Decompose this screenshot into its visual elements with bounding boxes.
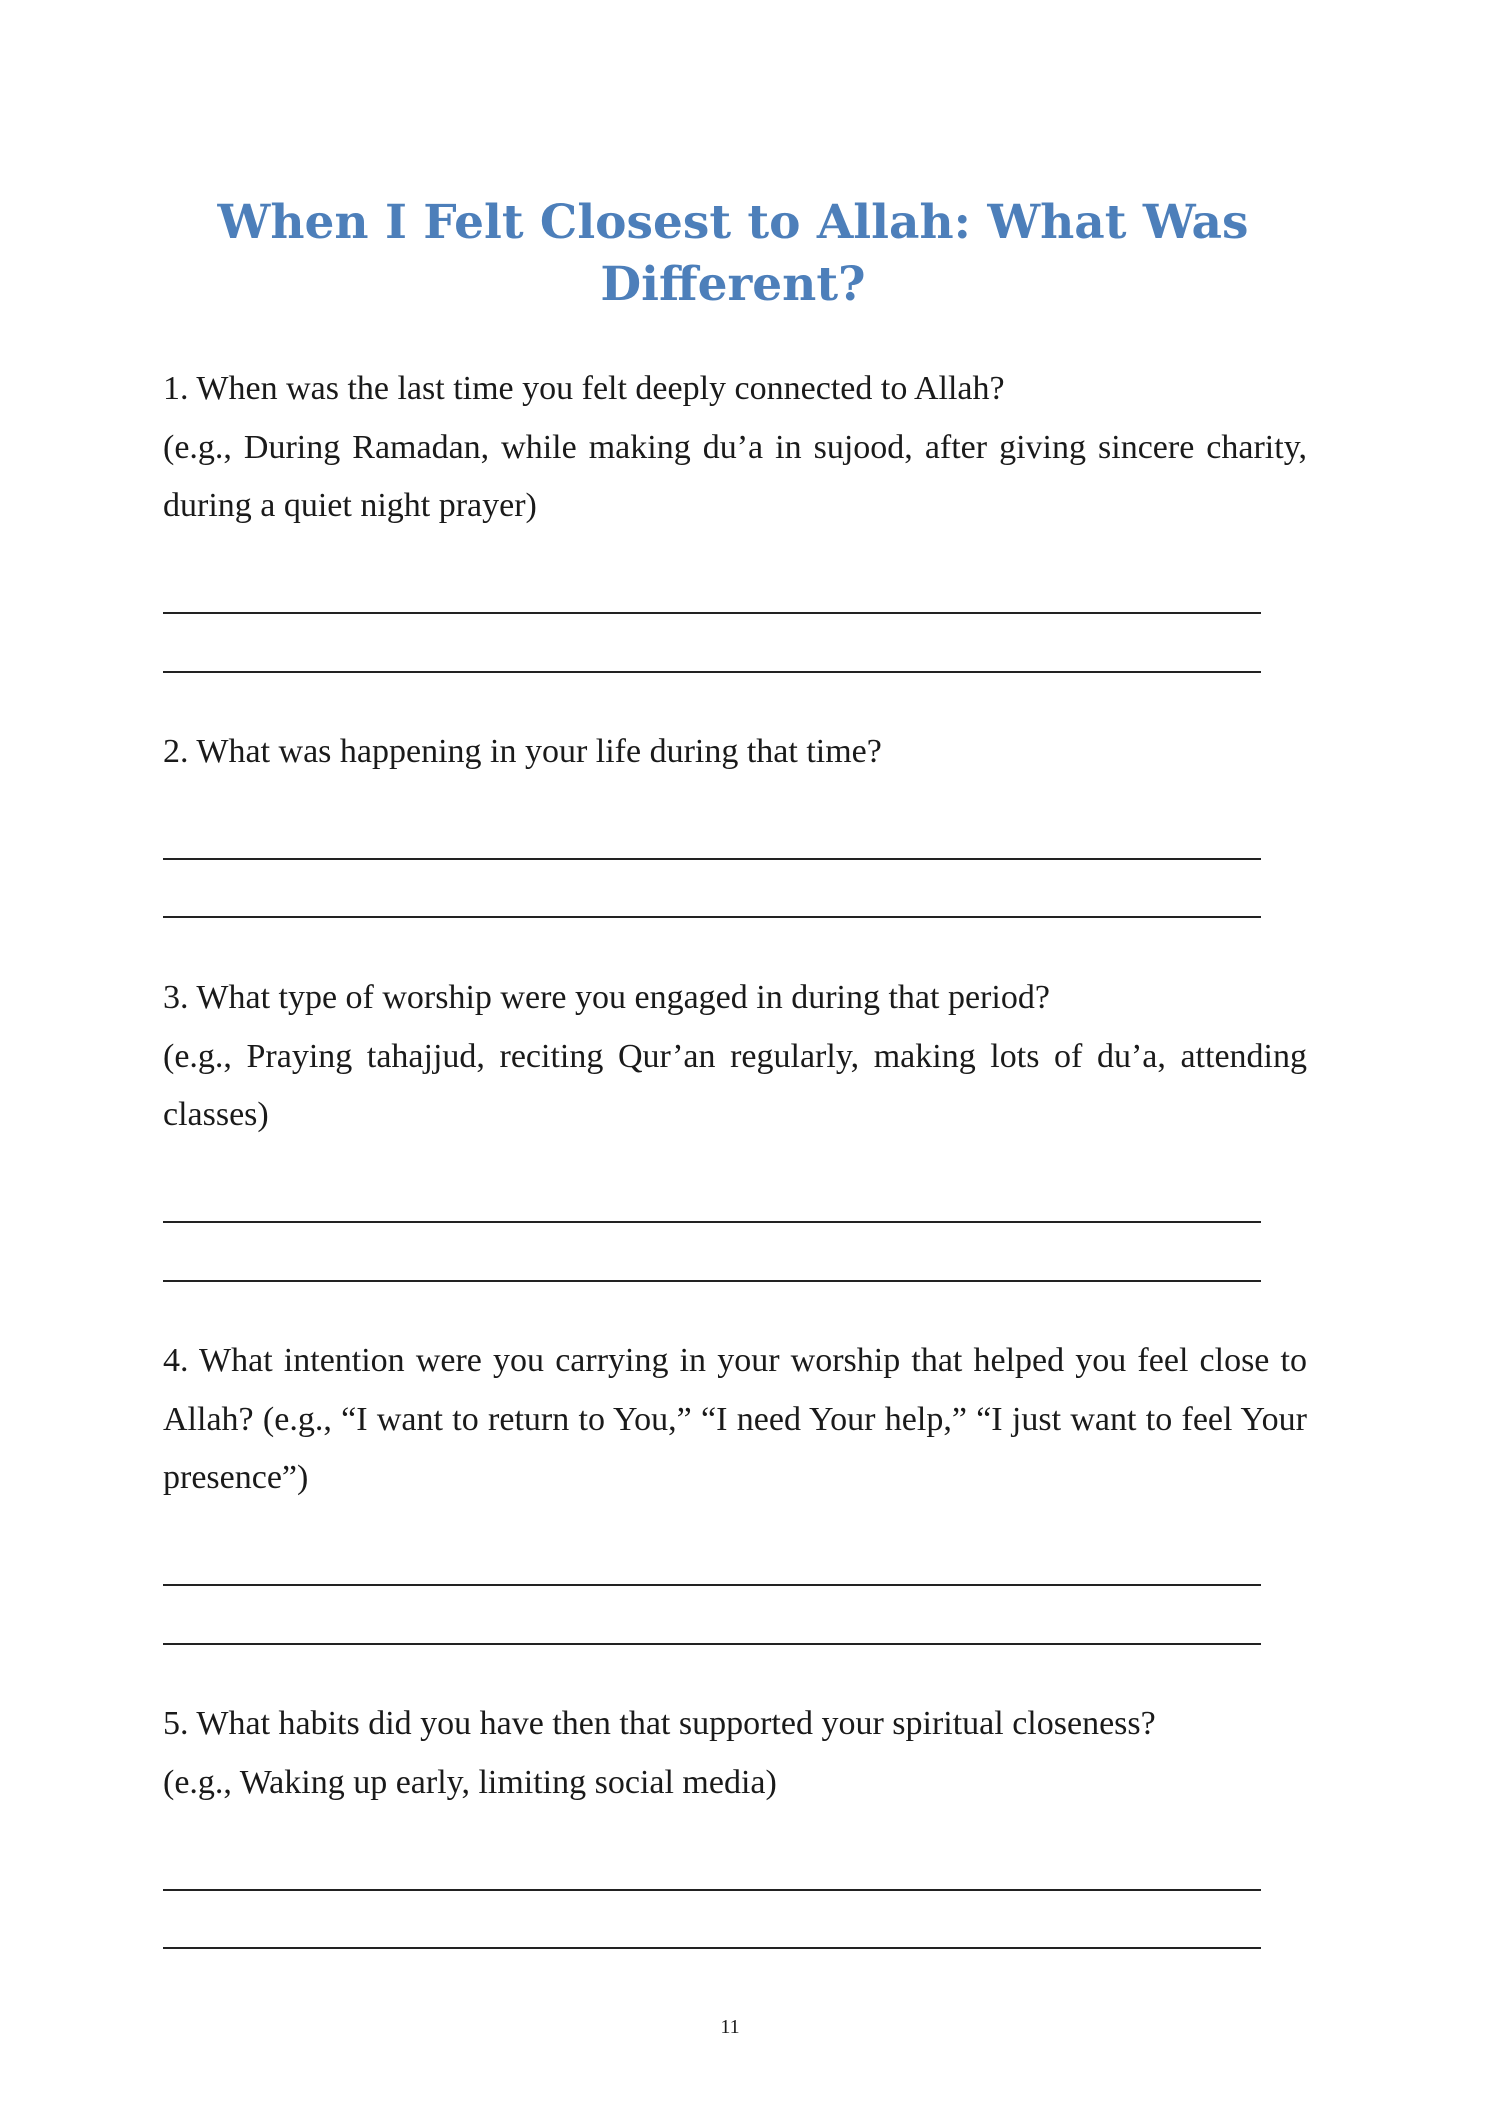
answer-line-4a[interactable] — [163, 1584, 1261, 1586]
question-2 — [163, 723, 1307, 782]
question-5 — [163, 1695, 1307, 1812]
answer-line-3b[interactable] — [163, 1280, 1261, 1282]
question-1 — [163, 360, 1307, 536]
question-3 — [163, 969, 1307, 1145]
question-4-prompt: 4. What intention were you carrying in your worship that helped you feel close to Allah? (e.g., “I want to return to You,” “I need Your help,” “I just want to feel Your presence”) — [163, 1342, 1307, 1496]
question-5-prompt: 5. What habits did you have then that supported your spiritual closeness? — [163, 1705, 1156, 1742]
question-1-prompt: 1. When was the last time you felt deeply connected to Allah? — [163, 370, 1005, 407]
answer-line-5b[interactable] — [163, 1947, 1261, 1949]
question-2-prompt: 2. What was happening in your life during that time? — [163, 733, 882, 770]
page-title: When I Felt Closest to Allah: What Was Different? — [217, 195, 1249, 312]
page-number: 11 — [720, 2016, 740, 2038]
answer-line-1b[interactable] — [163, 671, 1261, 673]
question-5-example: (e.g., Waking up early, limiting social media) — [163, 1763, 777, 1801]
question-1-example: (e.g., During Ramadan, while making du’a in sujood, after giving sincere charity, during a quiet night prayer) — [163, 428, 1307, 524]
answer-line-1a[interactable] — [163, 612, 1261, 614]
answer-line-4b[interactable] — [163, 1643, 1261, 1645]
question-4 — [163, 1332, 1307, 1508]
answer-line-3a[interactable] — [163, 1221, 1261, 1223]
answer-line-5a[interactable] — [163, 1889, 1261, 1891]
question-3-example: (e.g., Praying tahajjud, reciting Qur’an regularly, making lots of du’a, attending classes) — [163, 1037, 1307, 1133]
answer-line-2a[interactable] — [163, 858, 1261, 860]
answer-line-2b[interactable] — [163, 916, 1261, 918]
question-3-prompt: 3. What type of worship were you engaged in during that period? — [163, 979, 1050, 1016]
